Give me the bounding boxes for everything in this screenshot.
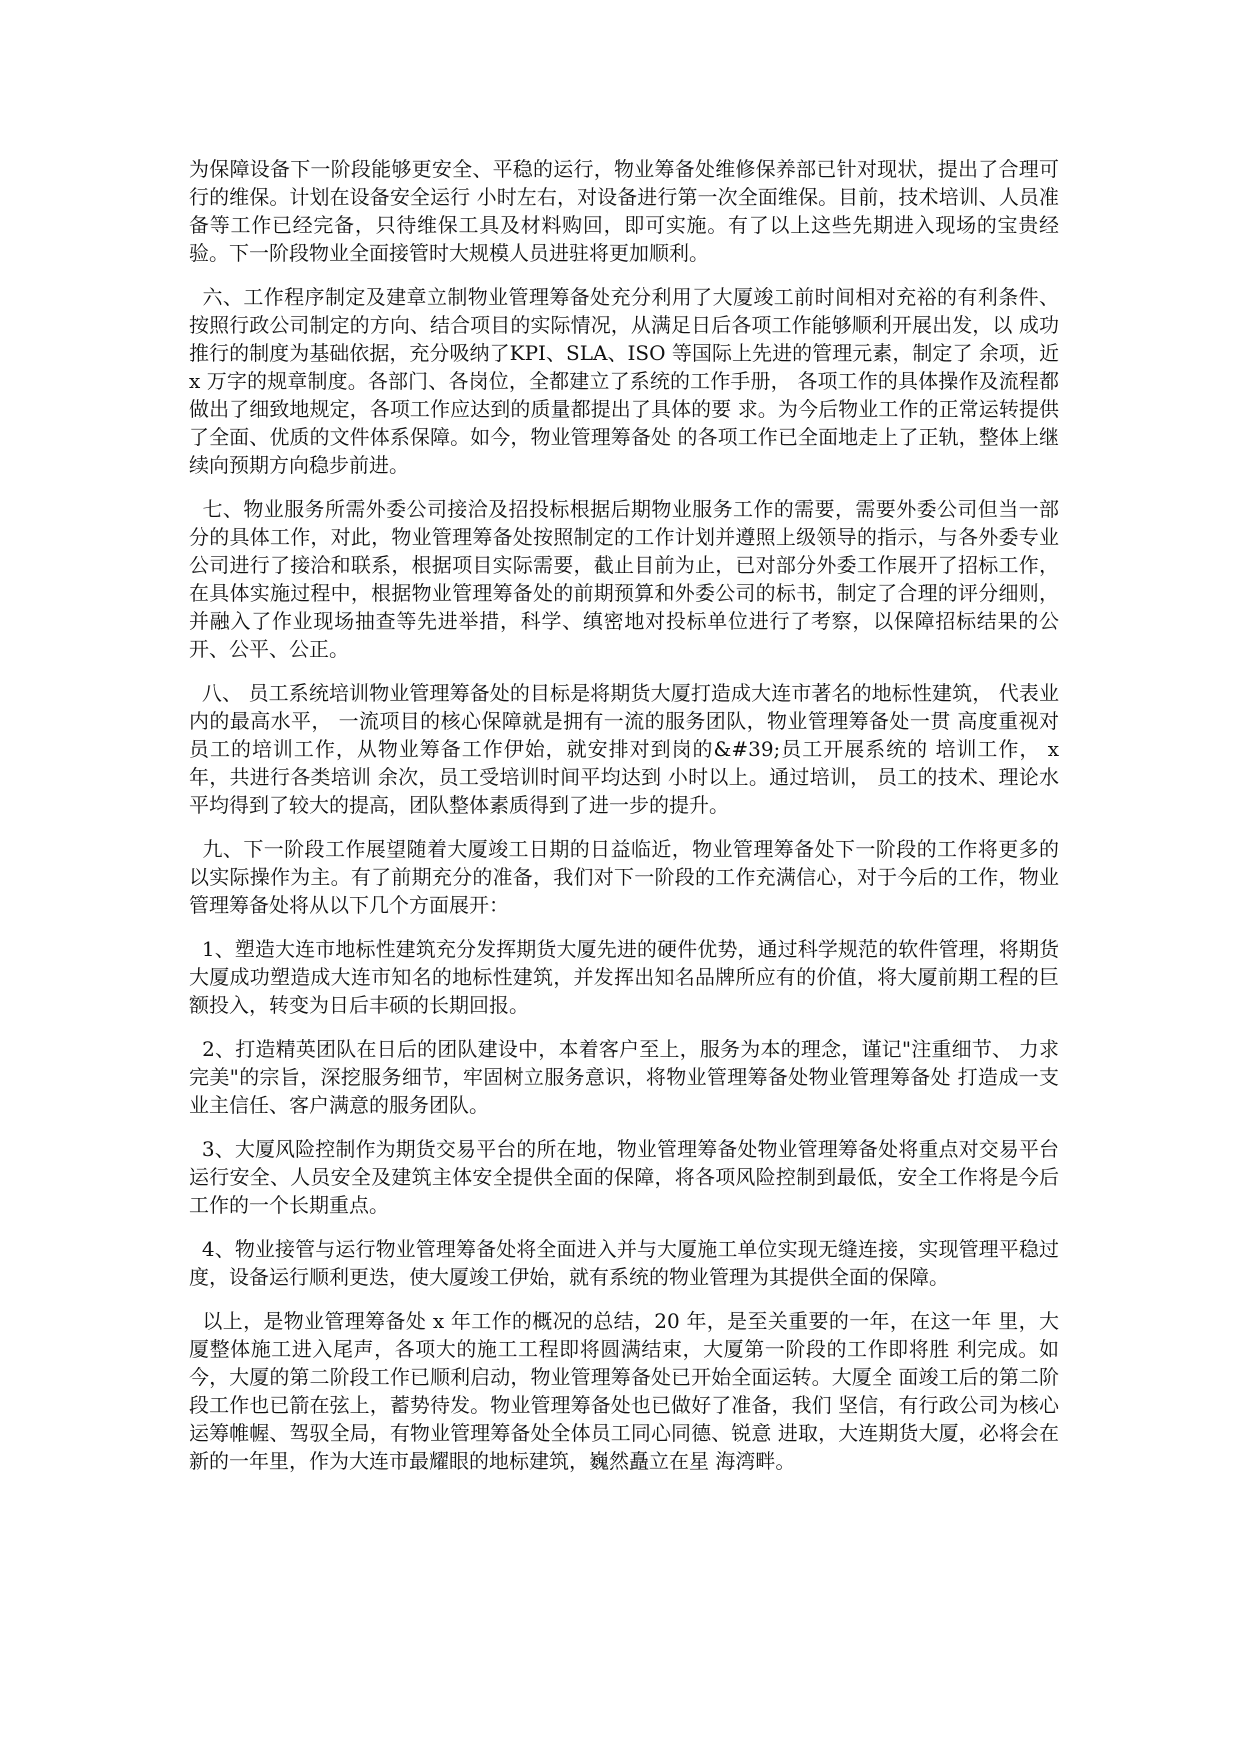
paragraph-conclusion: 以上，是物业管理筹备处 x 年工作的概况的总结，20 年，是至关重要的一年，在这一年 里，大厦整体施工进入尾声，各项大的施工工程即将圆满结束，大厦第一阶段的工作即将胜 利完成。如今，大厦的第二阶段工作已顺利启动，物业管理筹备处已开始全面运转。大厦全 面竣工后的第二阶段工作也已箭在弦上，蓄势待发。物业管理筹备处也已做好了准备，我们 坚信，有行政公司为核心运筹帷幄、驾驭全局，有物业管理筹备处全体员工同心同德、锐意 进取，大连期货大厦，必将会在新的一年里，作为大连市最耀眼的地标建筑，巍然矗立在星 海湾畔。 xyxy=(189,1309,1059,1473)
paragraph-item-3: 3、大厦风险控制作为期货交易平台的所在地，物业管理筹备处物业管理筹备处将重点对交易平台运行安全、人员安全及建筑主体安全提供全面的保障，将各项风险控制到最低，安全工作将是今后工作的一个长期重点。 xyxy=(189,1137,1059,1217)
paragraph-section-6: 六、工作程序制定及建章立制物业管理筹备处充分利用了大厦竣工前时间相对充裕的有利条件、按照行政公司制定的方向、结合项目的实际情况，从满足日后各项工作能够顺利开展出发，以 成功推行的制度为基础依据，充分吸纳了KPI、SLA、ISO 等国际上先进的管理元素，制定了 余项，近x 万字的规章制度。各部门、各岗位，全都建立了系统的工作手册， 各项工作的具体操作及流程都做出了细致地规定，各项工作应达到的质量都提出了具体的要 求。为今后物业工作的正常运转提供了全面、优质的文件体系保障。如今，物业管理筹备处 的各项工作已全面地走上了正轨，整体上继续向预期方向稳步前进。 xyxy=(189,285,1060,477)
paragraph-maintenance: 为保障设备下一阶段能够更安全、平稳的运行，物业筹备处维修保养部已针对现状，提出了合理可行的维保。计划在设备安全运行 小时左右，对设备进行第一次全面维保。目前，技术培训、人员准备等工作已经完备，只待维保工具及材料购回，即可实施。有了以上这些先期进入现场的宝贵经验。下一阶段物业全面接管时大规模人员进驻将更加顺利。 xyxy=(189,157,1059,265)
document-body xyxy=(189,155,1066,1491)
paragraph-item-1: 1、塑造大连市地标性建筑充分发挥期货大厦先进的硬件优势，通过科学规范的软件管理，将期货大厦成功塑造成大连市知名的地标性建筑，并发挥出知名品牌所应有的价值，将大厦前期工程的巨额投入，转变为日后丰硕的长期回报。 xyxy=(189,937,1059,1017)
paragraph-item-4: 4、物业接管与运行物业管理筹备处将全面进入并与大厦施工单位实现无缝连接，实现管理平稳过度，设备运行顺利更迭，使大厦竣工伊始，就有系统的物业管理为其提供全面的保障。 xyxy=(189,1237,1059,1289)
paragraph-section-9: 九、下一阶段工作展望随着大厦竣工日期的日益临近，物业管理筹备处下一阶段的工作将更多的以实际操作为主。有了前期充分的准备，我们对下一阶段的工作充满信心，对于今后的工作，物业管理筹备处将从以下几个方面展开： xyxy=(189,837,1060,917)
paragraph-item-2: 2、打造精英团队在日后的团队建设中，本着客户至上，服务为本的理念，谨记"注重细节、 力求完美"的宗旨，深挖服务细节，牢固树立服务意识，将物业管理筹备处物业管理筹备处 打造成一支业主信任、客户满意的服务团队。 xyxy=(189,1037,1060,1117)
paragraph-section-7: 七、物业服务所需外委公司接洽及招投标根据后期物业服务工作的需要，需要外委公司但当一部分的具体工作，对此，物业管理筹备处按照制定的工作计划并遵照上级领导的指示，与各外委专业公司进行了接洽和联系，根据项目实际需要，截止目前为止，已对部分外委工作展开了招标工作，在具体实施过程中，根据物业管理筹备处的前期预算和外委公司的标书，制定了合理的评分细则，并融入了作业现场抽查等先进举措，科学、缜密地对投标单位进行了考察，以保障招标结果的公开、公平、公正。 xyxy=(189,497,1060,661)
paragraph-section-8: 八、 员工系统培训物业管理筹备处的目标是将期货大厦打造成大连市著名的地标性建筑， 代表业内的最高水平， 一流项目的核心保障就是拥有一流的服务团队，物业管理筹备处一贯 高度重视对员工的培训工作，从物业筹备工作伊始，就安排对到岗的&#39;员工开展系统的 培训工作， x 年，共进行各类培训 余次，员工受培训时间平均达到 小时以上。通过培训， 员工的技术、理论水平均得到了较大的提高，团队整体素质得到了进一步的提升。 xyxy=(189,681,1066,817)
